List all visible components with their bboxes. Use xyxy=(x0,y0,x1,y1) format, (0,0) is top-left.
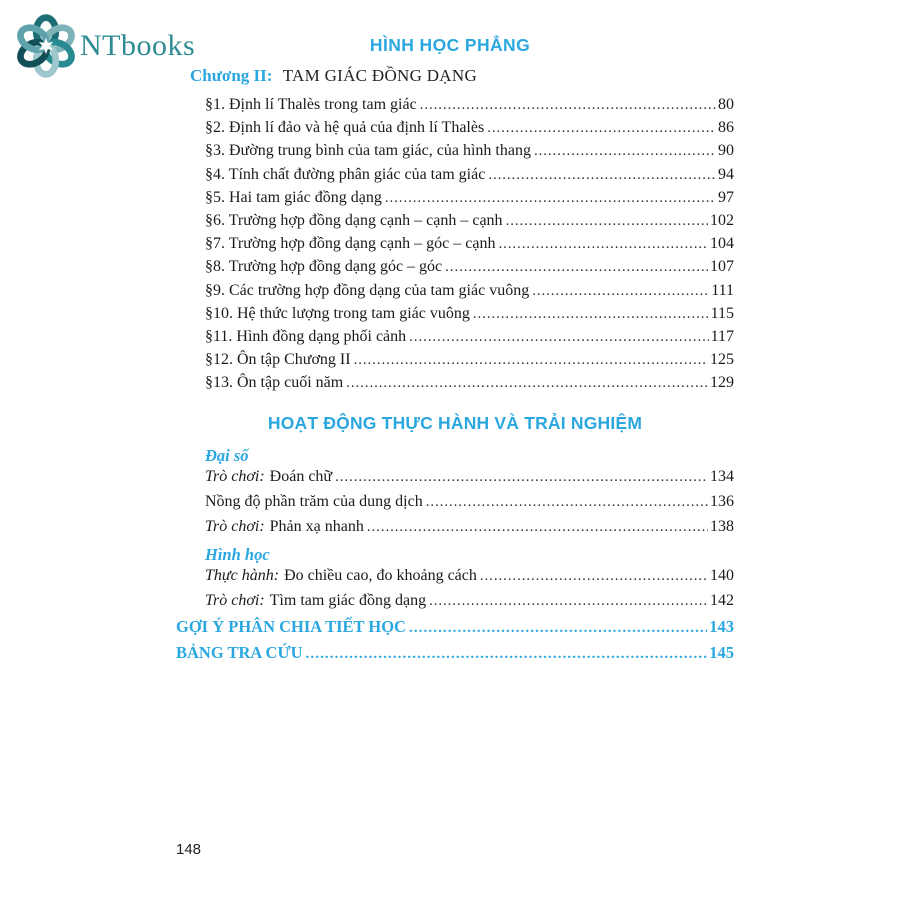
toc-entry-page: 104 xyxy=(710,235,734,253)
toc-entry xyxy=(176,235,734,258)
toc-entry-label: §3. Đường trung bình của tam giác, của hình thang xyxy=(205,142,531,160)
toc-entry-page: 107 xyxy=(710,258,734,276)
toc-entry-page: 134 xyxy=(710,468,734,486)
ntbooks-logo-text: NTbooks xyxy=(80,29,196,62)
toc-entry-label: Đo chiều cao, đo khoảng cách xyxy=(284,567,477,585)
toc-entry-label: GỢI Ý PHÂN CHIA TIẾT HỌC xyxy=(176,617,406,637)
toc-entry-label: Phản xạ nhanh xyxy=(269,518,364,536)
toc-entry-label: §6. Trường hợp đồng dạng cạnh – cạnh – cạnh xyxy=(205,211,503,229)
table-of-contents xyxy=(176,66,734,668)
dot-leader xyxy=(488,166,716,184)
dot-leader xyxy=(506,212,708,230)
toc-entry-label: BẢNG TRA CỨU xyxy=(176,642,303,662)
toc-entry-page: 142 xyxy=(710,592,734,610)
toc-entry-label: Đoán chữ xyxy=(269,468,333,486)
toc-entry-page: 129 xyxy=(710,374,734,392)
toc-entry-label: §13. Ôn tập cuối năm xyxy=(205,374,344,392)
toc-entry-page: 143 xyxy=(709,617,734,637)
toc-entry-page: 117 xyxy=(710,327,734,345)
toc-entry-page: 97 xyxy=(718,188,734,206)
chapter-heading xyxy=(176,66,734,91)
toc-entry-page: 115 xyxy=(710,304,734,322)
chapter-label: Chương II: xyxy=(190,66,273,85)
toc-entry xyxy=(176,374,734,397)
toc-entry-page: 90 xyxy=(718,142,734,160)
toc-entry-label: §7. Trường hợp đồng dạng cạnh – góc – cạnh xyxy=(205,235,496,253)
toc-entry-bang-tra-cuu xyxy=(176,643,734,669)
dot-leader xyxy=(420,96,716,114)
dot-leader xyxy=(445,258,708,276)
dot-leader xyxy=(409,617,707,637)
toc-entry xyxy=(176,328,734,351)
toc-entry-label: §5. Hai tam giác đồng dạng xyxy=(205,188,382,206)
toc-entry-page: 86 xyxy=(718,119,734,137)
dot-leader xyxy=(487,119,716,137)
toc-entry-page: 102 xyxy=(710,211,734,229)
toc-entry xyxy=(176,468,734,493)
toc-entry xyxy=(176,96,734,119)
activities-section-title: HOẠT ĐỘNG THỰC HÀNH VÀ TRẢI NGHIỆM xyxy=(267,413,643,434)
toc-entry-page: 140 xyxy=(710,567,734,585)
toc-entry-label: §12. Ôn tập Chương II xyxy=(205,351,351,369)
toc-entry xyxy=(176,305,734,328)
dot-leader xyxy=(426,493,708,511)
toc-entry-label: §10. Hệ thức lượng trong tam giác vuông xyxy=(205,304,470,322)
dot-leader xyxy=(367,518,708,536)
toc-entry-label: §9. Các trường hợp đồng dạng của tam giác vuông xyxy=(205,281,530,299)
dot-leader xyxy=(346,374,708,392)
toc-entry xyxy=(176,166,734,189)
toc-entry xyxy=(176,351,734,374)
toc-entry xyxy=(176,518,734,543)
dot-leader xyxy=(409,328,708,346)
toc-entry xyxy=(176,189,734,212)
toc-entry-page: 125 xyxy=(710,351,734,369)
toc-entry-label: §1. Định lí Thalès trong tam giác xyxy=(205,96,417,113)
toc-entry xyxy=(176,493,734,518)
dot-leader xyxy=(498,235,708,253)
toc-entry-label: §11. Hình đồng dạng phối cảnh xyxy=(205,327,407,345)
toc-entry xyxy=(176,258,734,281)
dot-leader xyxy=(429,592,708,610)
toc-entry-prefix: Thực hành: xyxy=(205,567,280,585)
toc-entry-label: §2. Định lí đảo và hệ quả của định lí Thalès xyxy=(205,119,485,137)
group-name-dai-so: Đại số xyxy=(205,446,249,466)
toc-entry-prefix: Trò chơi: xyxy=(205,468,265,486)
page-title: HÌNH HỌC PHẲNG xyxy=(369,35,531,55)
dot-leader xyxy=(532,282,709,300)
page-number: 148 xyxy=(176,841,202,858)
toc-entry xyxy=(176,282,734,305)
toc-entry xyxy=(176,212,734,235)
dot-leader xyxy=(480,567,708,585)
toc-entry-prefix: Trò chơi: xyxy=(205,592,265,610)
toc-entry xyxy=(176,142,734,165)
toc-entry-label: §8. Trường hợp đồng dạng góc – góc xyxy=(205,258,443,276)
dot-leader xyxy=(306,643,708,663)
toc-entry-page: 136 xyxy=(710,493,734,511)
toc-entry-label: Nồng độ phần trăm của dung dịch xyxy=(205,493,423,511)
toc-entry xyxy=(176,567,734,592)
dot-leader xyxy=(534,142,716,160)
toc-entry-page: 145 xyxy=(709,642,734,662)
toc-entry xyxy=(176,592,734,617)
toc-entry-label: §4. Tính chất đường phân giác của tam giác xyxy=(205,165,486,183)
dot-leader xyxy=(385,189,716,207)
toc-entry-page: 111 xyxy=(711,281,734,299)
toc-entry-label: Tìm tam giác đồng dạng xyxy=(269,592,427,610)
dot-leader xyxy=(335,468,708,486)
dot-leader xyxy=(473,305,709,323)
toc-entry-prefix: Trò chơi: xyxy=(205,518,265,536)
chapter-title: TAM GIÁC ĐỒNG DẠNG xyxy=(282,66,478,85)
group-name-hinh-hoc: Hình học xyxy=(205,545,270,565)
toc-entry-page: 80 xyxy=(718,96,734,113)
toc-entry-goi-y-phan-chia-tiet-hoc xyxy=(176,617,734,643)
toc-entry xyxy=(176,119,734,142)
dot-leader xyxy=(354,351,708,369)
toc-entry-page: 138 xyxy=(710,518,734,536)
toc-entry-page: 94 xyxy=(718,165,734,183)
